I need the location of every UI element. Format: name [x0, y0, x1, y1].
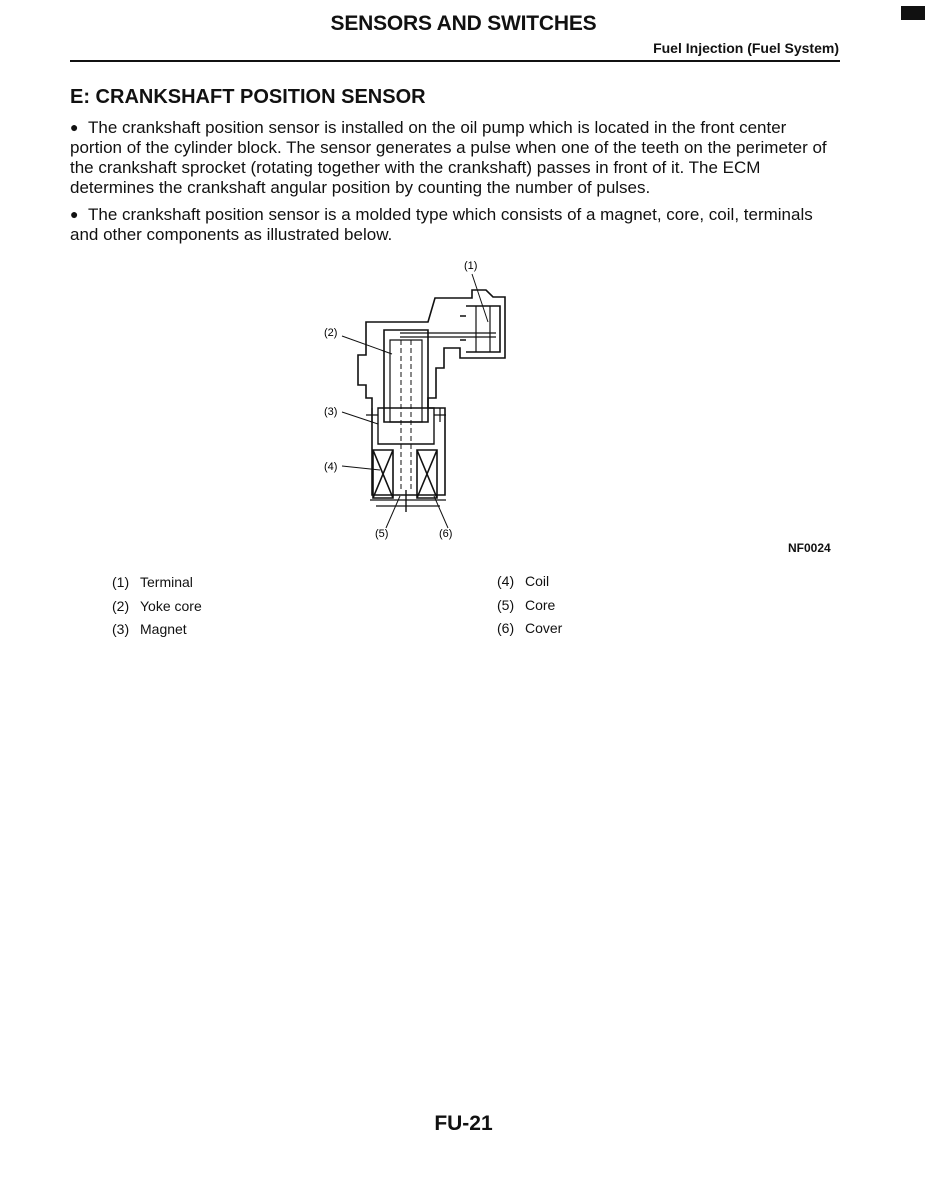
- legend-number: (1): [112, 574, 130, 590]
- page-header-subtitle: Fuel Injection (Fuel System): [653, 40, 839, 56]
- coil-left: [373, 450, 393, 498]
- legend-label: Core: [525, 596, 556, 613]
- header-divider: [70, 60, 840, 62]
- legend-label: Cover: [525, 620, 563, 636]
- bullet-icon: ●: [70, 206, 79, 222]
- legend-number: (2): [112, 597, 130, 614]
- legend-item: [497, 594, 562, 618]
- magnet: [378, 408, 434, 444]
- paragraph-text: The crankshaft position sensor is installed on the oil pump which is located in the front center portion of the cylinder block. The sensor generates a pulse when one of the teeth on the perimeter of the crankshaft sprocket (rotating together with the crankshaft) passes in front of it. The ECM determines the crankshaft angular position by counting the number of pulses.: [70, 118, 827, 197]
- legend-label: Coil: [525, 573, 550, 589]
- core-center: [401, 340, 411, 490]
- legend-number: (5): [497, 596, 515, 613]
- sensor-cross-section-diagram: [300, 250, 540, 550]
- paragraph-text: The crankshaft position sensor is a molded type which consists of a magnet, core, coil, terminals and other components as illustrated below.: [70, 205, 813, 244]
- legend-item: [497, 617, 562, 641]
- callout-4: (4): [324, 461, 338, 473]
- legend-label: Yoke core: [140, 597, 202, 614]
- legend-number: (6): [497, 620, 515, 636]
- legend-label: Terminal: [140, 574, 193, 590]
- figure-code: NF0024: [788, 541, 831, 555]
- leader-line-4: [342, 466, 380, 470]
- sensor-base: [370, 500, 446, 506]
- leader-line-1: [472, 274, 488, 322]
- legend-number: (3): [112, 621, 130, 637]
- page-number: FU-21: [434, 1112, 493, 1135]
- legend-left-column: [112, 571, 202, 642]
- callout-6: (6): [439, 528, 453, 540]
- callout-5: (5): [375, 528, 389, 540]
- paragraph-installation: [70, 117, 842, 198]
- legend-number: (4): [497, 573, 515, 589]
- legend-label: Magnet: [140, 621, 187, 637]
- leader-line-5: [386, 496, 400, 528]
- legend-item: [497, 570, 562, 594]
- legend-item: [112, 618, 202, 642]
- coil-right: [417, 450, 437, 498]
- callout-3: (3): [324, 406, 338, 418]
- page-header-title: SENSORS AND SWITCHES: [330, 12, 597, 35]
- legend-item: [112, 571, 202, 595]
- paragraph-construction: [70, 204, 842, 245]
- terminal-pin: [400, 333, 496, 337]
- legend-right-column: [497, 570, 562, 641]
- legend-item: [112, 595, 202, 619]
- bullet-icon: ●: [70, 119, 79, 135]
- connector-pocket: [466, 306, 500, 352]
- leader-line-6: [434, 496, 448, 528]
- callout-2: (2): [324, 327, 338, 339]
- callout-1: (1): [464, 260, 478, 272]
- section-title: E: CRANKSHAFT POSITION SENSOR: [70, 86, 426, 108]
